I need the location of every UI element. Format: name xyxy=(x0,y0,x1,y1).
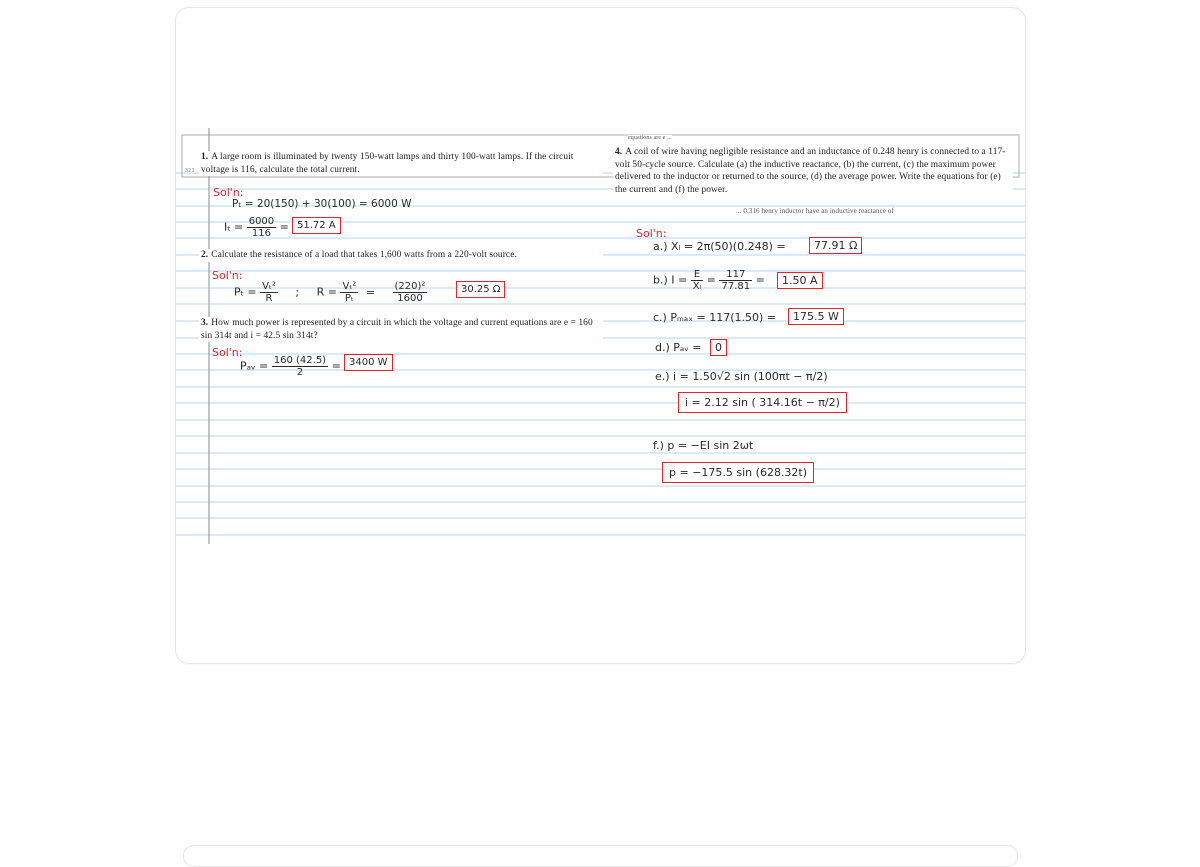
sol1-answer-box: 51.72 A xyxy=(292,217,341,234)
numerator: Vₜ² xyxy=(342,281,357,292)
problem-3 xyxy=(199,317,603,342)
top-fragment: equations are e ... xyxy=(628,135,672,141)
problem-text: How much power is represented by a circuit in which the voltage and current equations are e = 160 sin 314t and i = 42.5 sin 314t? xyxy=(201,318,593,341)
equals: = xyxy=(706,273,716,287)
margin-note: 323 xyxy=(185,168,195,174)
sol2-pt: Pₜ = xyxy=(234,285,257,299)
problem-number: 1. xyxy=(201,152,209,162)
document-card xyxy=(175,7,1026,664)
solution-label: Sol'n: xyxy=(212,346,243,359)
equals: = xyxy=(755,273,765,287)
equals: = xyxy=(365,285,376,299)
sol4-b-lhs: b.) I = xyxy=(653,273,688,287)
numerator: E xyxy=(691,269,704,281)
denominator: Xₗ xyxy=(692,281,702,292)
problem-number: 3. xyxy=(201,318,209,328)
sol2-formula xyxy=(234,281,427,304)
sol4-e: e.) i = 1.50√2 sin (100πt − π/2) xyxy=(655,370,828,383)
sol4-d: d.) Pₐᵥ = xyxy=(655,341,702,354)
sol4-f: f.) p = −EI sin 2ωt xyxy=(653,439,754,452)
next-card-edge xyxy=(183,845,1018,867)
sol2-r: R = xyxy=(316,285,337,299)
fraction xyxy=(272,355,328,378)
sol4-a: a.) Xₗ = 2π(50)(0.248) = xyxy=(653,240,786,253)
sol2-answer-box: 30.25 Ω xyxy=(456,281,505,298)
fraction xyxy=(393,281,428,304)
numerator: 160 (42.5) xyxy=(273,355,327,366)
sol4-d-answer-box: 0 xyxy=(710,339,727,356)
sol4-f-answer-box: p = −175.5 sin (628.32t) xyxy=(662,462,814,483)
fraction xyxy=(719,269,752,292)
numerator: (220)² xyxy=(394,281,426,292)
denominator: 2 xyxy=(296,367,304,378)
sol3-formula xyxy=(240,355,341,378)
problem-number: 2. xyxy=(201,250,209,260)
sol4-c: c.) Pₘₐₓ = 117(1.50) = xyxy=(653,311,777,324)
denominator: 1600 xyxy=(397,293,423,304)
problem-4 xyxy=(613,146,1013,196)
fraction xyxy=(691,269,704,292)
numerator: 117 xyxy=(719,269,752,281)
denominator: R xyxy=(265,293,273,304)
sol1-power-total: Pₜ = 20(150) + 30(100) = 6000 W xyxy=(232,198,412,210)
problem-number: 4. xyxy=(615,147,623,157)
solution-label: Sol'n: xyxy=(636,227,667,240)
numerator: 6000 xyxy=(248,216,275,227)
sol4-c-answer-box: 175.5 W xyxy=(788,308,844,325)
sol4-e-answer-box: i = 2.12 sin ( 314.16t − π/2) xyxy=(678,392,847,413)
equals: = xyxy=(279,220,289,234)
sol4-a-answer-box: 77.91 Ω xyxy=(809,237,862,254)
sol3-answer-box: 3400 W xyxy=(344,354,393,371)
fraction xyxy=(260,281,278,304)
problem-2 xyxy=(199,249,603,262)
sol3-pav: Pₐᵥ = xyxy=(240,359,269,373)
sol1-current-lhs: Iₜ = xyxy=(224,220,244,234)
problem-text: Calculate the resistance of a load that takes 1,600 watts from a 220-volt source. xyxy=(211,250,517,260)
sol1-current xyxy=(224,216,289,239)
solution-label: Sol'n: xyxy=(213,186,244,199)
sol4-b xyxy=(653,269,765,292)
fraction xyxy=(340,281,358,304)
denominator: 77.81 xyxy=(721,281,751,292)
denominator: Pₜ xyxy=(344,293,354,304)
bottom-fragment: ... 0.316 henry inductor have an inductive reactance of xyxy=(736,207,894,215)
numerator: Vₜ² xyxy=(262,281,276,292)
fraction xyxy=(247,216,276,239)
denominator: 116 xyxy=(251,228,271,239)
problem-text: A large room is illuminated by twenty 150-watt lamps and thirty 100-watt lamps. If the circuit voltage is 116, calculate the total current. xyxy=(201,152,574,175)
equals: = xyxy=(331,359,341,373)
sol4-b-answer-box: 1.50 A xyxy=(777,272,823,289)
solution-label: Sol'n: xyxy=(212,269,243,282)
problem-text: A coil of wire having negligible resistance and an inductance of 0.248 henry is connected to a 117-volt 50-cycle source. Calculate (a) the inductive reactance, (b) the current, (c) the maximum power delivered to the inductor or returned to the source, (d) the average power. Write the equations for (e) the current and (f) the power. xyxy=(615,147,1006,195)
problem-1 xyxy=(199,151,603,176)
separator: ; xyxy=(295,285,300,299)
